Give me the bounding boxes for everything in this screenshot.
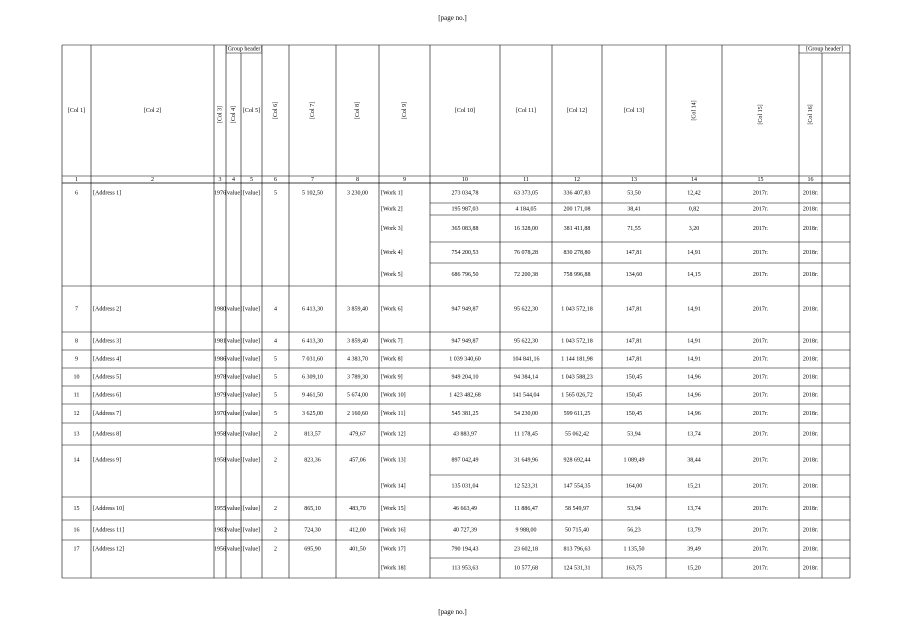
table-cell: [value] xyxy=(225,457,242,464)
table-cell: 1 043 588,23 xyxy=(561,374,593,381)
table-cell: [Address 11] xyxy=(93,527,124,534)
table-cell: 76 078,28 xyxy=(514,249,538,256)
table-cell: 14,91 xyxy=(687,249,701,256)
table-cell: 1981 xyxy=(214,338,226,345)
table-cell: 457,06 xyxy=(349,457,366,464)
table-cell: 3 859,40 xyxy=(347,306,368,313)
table-cell: 163,75 xyxy=(625,565,643,572)
table-cell: 13,79 xyxy=(687,527,701,534)
table-cell: 1958 xyxy=(214,431,226,438)
table-cell: 5 xyxy=(274,356,277,363)
table-cell: 2017г. xyxy=(752,338,769,345)
table-cell: 2018г. xyxy=(802,306,819,313)
table-cell: [value] xyxy=(243,505,260,512)
table-cell: 58 549,97 xyxy=(565,505,589,512)
column-number: 15 xyxy=(757,176,764,183)
table-cell: 7 031,60 xyxy=(302,356,323,363)
table-cell: [Address 12] xyxy=(93,546,125,553)
table-cell: 38,44 xyxy=(687,457,701,464)
table-cell: [Work 10] xyxy=(381,392,406,399)
column-number: 12 xyxy=(574,176,580,183)
table-cell: [Address 3] xyxy=(93,338,122,345)
table-cell: 2017г. xyxy=(752,249,769,256)
table-cell: 2017г. xyxy=(752,527,769,534)
table-cell: 53,50 xyxy=(627,190,641,197)
table-cell: 9 xyxy=(75,356,78,363)
table-cell: 2018г. xyxy=(802,392,819,399)
table-cell: 1978 xyxy=(214,374,226,381)
table-cell: 6 413,30 xyxy=(302,338,323,345)
table-cell: 147,81 xyxy=(625,338,643,345)
table-cell: [value] xyxy=(243,190,260,197)
table-cell: 813,57 xyxy=(304,431,321,438)
table-cell: [Address 10] xyxy=(93,505,125,512)
table-cell: 53,94 xyxy=(627,431,641,438)
table-cell: 2 160,60 xyxy=(347,410,368,417)
table-cell: [Work 8] xyxy=(381,356,403,363)
table-cell: [value] xyxy=(225,190,242,197)
table-cell: [Work 16] xyxy=(381,527,406,534)
page-number-top: [page no.] xyxy=(438,14,467,22)
table-cell: 2018г. xyxy=(802,206,819,213)
table-cell: 40 727,39 xyxy=(453,527,477,534)
table-cell: 2018г. xyxy=(802,338,819,345)
table-cell: 1979 xyxy=(214,392,226,399)
table-cell: 790 194,43 xyxy=(451,546,479,553)
table-cell: 56,23 xyxy=(627,527,641,534)
table-cell: 686 796,50 xyxy=(451,271,479,278)
table-cell: 14,96 xyxy=(687,374,701,381)
table-cell: [Work 7] xyxy=(381,338,403,345)
table-cell: [value] xyxy=(243,546,260,553)
table-cell: 2018г. xyxy=(802,431,819,438)
table-cell: 141 544,04 xyxy=(512,392,540,399)
table-cell: 947 949,87 xyxy=(451,306,479,313)
table-cell: 53,94 xyxy=(627,505,641,512)
table-cell: [value] xyxy=(225,392,242,399)
table-cell: 63 373,05 xyxy=(514,190,538,197)
table-cell: 754 200,53 xyxy=(451,249,479,256)
table-cell: 1983 xyxy=(214,527,226,534)
table-cell: 15 xyxy=(73,505,80,512)
table-cell: 2018г. xyxy=(802,527,819,534)
table-cell: 823,36 xyxy=(304,457,321,464)
table-cell: [Address 4] xyxy=(93,356,122,363)
table-cell: 5 xyxy=(274,392,277,399)
table-cell: 46 663,49 xyxy=(453,505,477,512)
table-cell: 7 xyxy=(75,306,78,313)
table-cell: [value] xyxy=(243,374,260,381)
column-number: 11 xyxy=(523,176,529,183)
table-cell: 273 034,78 xyxy=(451,190,479,197)
table-cell: 14,91 xyxy=(687,356,701,363)
table-cell: [Address 2] xyxy=(93,306,122,313)
table-cell: 2017г. xyxy=(752,565,769,572)
table-cell: 1976 xyxy=(214,190,226,197)
column-number: 8 xyxy=(356,176,359,183)
column-header: [Col 12] xyxy=(566,107,588,114)
table-cell: 147,81 xyxy=(625,249,643,256)
column-header: [Col 7] xyxy=(309,101,316,120)
table-cell: 2018г. xyxy=(802,565,819,572)
table-cell: 365 083,88 xyxy=(451,225,479,232)
table-cell: 12 523,31 xyxy=(514,483,538,490)
table-cell: 2 xyxy=(274,457,277,464)
table-cell: [value] xyxy=(243,410,260,417)
table-cell: [value] xyxy=(225,338,242,345)
table-cell: [Work 15] xyxy=(381,505,406,512)
table-cell: 897 042,49 xyxy=(451,457,479,464)
table-cell: 9 988,00 xyxy=(515,527,537,534)
table-cell: [value] xyxy=(243,338,260,345)
table-cell: 3 789,30 xyxy=(347,374,368,381)
table-cell: 14,96 xyxy=(687,410,701,417)
table-cell: 135 031,04 xyxy=(451,483,479,490)
table-cell: 6 413,30 xyxy=(302,306,323,313)
table-cell: 2018г. xyxy=(802,190,819,197)
table-cell: 2017г. xyxy=(752,410,769,417)
table-cell: 3 859,40 xyxy=(347,338,368,345)
table-cell: [value] xyxy=(225,431,242,438)
table-cell: 0,82 xyxy=(688,206,700,213)
table-cell: 12 xyxy=(73,410,80,417)
table-cell: 50 715,40 xyxy=(565,527,589,534)
table-cell: 5 xyxy=(274,190,277,197)
column-number: 4 xyxy=(232,176,235,183)
table-cell: 54 230,00 xyxy=(514,410,538,417)
column-header: [Col 3] xyxy=(217,105,224,124)
table-cell: [Work 6] xyxy=(381,306,403,313)
table-cell: 94 384,14 xyxy=(514,374,538,381)
table-cell: 724,30 xyxy=(304,527,321,534)
table-cell: 10 xyxy=(73,374,80,381)
table-cell: 38,41 xyxy=(627,206,641,213)
table-cell: 2018г. xyxy=(802,410,819,417)
table-cell: 928 692,44 xyxy=(563,457,591,464)
table-cell: 13 xyxy=(73,431,80,438)
table-cell: [Address 7] xyxy=(93,410,122,417)
table-cell: [value] xyxy=(243,457,260,464)
table-cell: 147,81 xyxy=(625,306,643,313)
table-cell: 23 602,18 xyxy=(514,546,538,553)
table-cell: 2 xyxy=(274,527,277,534)
table-cell: [Work 1] xyxy=(381,190,403,197)
table-cell: 6 xyxy=(75,190,78,197)
table-cell: 3 230,00 xyxy=(347,190,368,197)
column-header: [Col 6] xyxy=(272,101,279,120)
table-cell: 2018г. xyxy=(802,457,819,464)
table-cell: [value] xyxy=(243,431,260,438)
table-cell: 2017г. xyxy=(752,306,769,313)
table-cell: 2017г. xyxy=(752,206,769,213)
table-cell: 1 135,50 xyxy=(623,546,645,553)
table-cell: 134,60 xyxy=(625,271,643,278)
table-cell: 1 423 482,68 xyxy=(449,392,481,399)
table-cell: [Work 18] xyxy=(381,565,406,572)
table-cell: 2017г. xyxy=(752,190,769,197)
column-number: 14 xyxy=(691,176,697,183)
table-cell: [value] xyxy=(225,306,242,313)
table-cell: 9 461,50 xyxy=(302,392,323,399)
table-cell: [Work 2] xyxy=(381,206,403,213)
table-cell: 2017г. xyxy=(752,225,769,232)
table-cell: 200 171,08 xyxy=(563,206,591,213)
table-cell: 12,42 xyxy=(687,190,701,197)
table-cell: [value] xyxy=(243,306,260,313)
table-cell: 2017г. xyxy=(752,374,769,381)
table-cell: 336 407,83 xyxy=(563,190,591,197)
table-cell: 13,74 xyxy=(687,431,701,438)
column-header: [Col 14] xyxy=(691,100,698,121)
table-cell: 72 200,38 xyxy=(514,271,538,278)
table-cell: 1 043 572,18 xyxy=(561,306,593,313)
table-cell: 195 987,03 xyxy=(451,206,479,213)
table-cell: 2018г. xyxy=(802,271,819,278)
column-header: [Col 15] xyxy=(757,104,764,125)
table-cell: 2018г. xyxy=(802,505,819,512)
table-cell: 949 204,10 xyxy=(451,374,479,381)
table-cell: 2017г. xyxy=(752,457,769,464)
table-cell: 1 043 572,18 xyxy=(561,338,593,345)
group-header-label: [Group header] xyxy=(806,46,843,53)
column-header: [Col 5] xyxy=(242,107,261,114)
column-number: 10 xyxy=(462,176,468,183)
table-cell: [Address 9] xyxy=(93,457,122,464)
table-cell: [Address 1] xyxy=(93,190,122,197)
table-cell: 1955 xyxy=(214,505,226,512)
table-cell: 14,91 xyxy=(687,338,701,345)
table-cell: 8 xyxy=(75,338,78,345)
table-cell: [Work 5] xyxy=(381,271,403,278)
table-cell: 43 883,97 xyxy=(453,431,477,438)
table-cell: 2017г. xyxy=(752,271,769,278)
table-cell: [Work 14] xyxy=(381,483,406,490)
table-cell: 483,70 xyxy=(349,505,366,512)
column-number: 5 xyxy=(250,176,253,183)
column-header: [Col 11] xyxy=(516,107,536,114)
table-cell: 1 039 340,60 xyxy=(449,356,481,363)
table-cell: [value] xyxy=(243,392,260,399)
table-cell: [Work 3] xyxy=(381,225,403,232)
table-cell: 14,15 xyxy=(687,271,701,278)
table-cell: 11 178,45 xyxy=(514,431,538,438)
table-cell: 1 565 026,72 xyxy=(561,392,593,399)
table-cell: [value] xyxy=(225,527,242,534)
table-cell: [value] xyxy=(243,527,260,534)
table-cell: 11 xyxy=(73,392,80,399)
table-cell: 1970 xyxy=(214,410,226,417)
table-cell: 479,67 xyxy=(349,431,366,438)
column-header: [Col 4] xyxy=(230,105,237,124)
column-number: 9 xyxy=(403,176,406,183)
table-cell: [value] xyxy=(225,546,242,553)
table-cell: 16 xyxy=(73,527,80,534)
table-cell: 599 611,25 xyxy=(563,410,591,417)
column-header: [Col 2] xyxy=(143,107,162,114)
column-header: [Col 10] xyxy=(454,107,476,114)
table-cell: 147,81 xyxy=(625,356,643,363)
table-cell: 1986 xyxy=(214,356,226,363)
table-cell: 695,90 xyxy=(304,546,321,553)
table-cell: 2017г. xyxy=(752,431,769,438)
table-cell: [Address 8] xyxy=(93,431,122,438)
table-cell: 401,50 xyxy=(349,546,366,553)
table-cell: 31 649,96 xyxy=(514,457,538,464)
column-header: [Col 9] xyxy=(401,101,408,120)
table-cell: 1 089,49 xyxy=(623,457,645,464)
table-cell: 2 xyxy=(274,431,277,438)
table-cell: 758 996,88 xyxy=(563,271,591,278)
column-number: 16 xyxy=(807,176,814,183)
table-cell: 865,10 xyxy=(304,505,321,512)
table-cell: 39,49 xyxy=(687,546,701,553)
table-cell: 2018г. xyxy=(802,356,819,363)
table-cell: 164,00 xyxy=(625,483,643,490)
table-cell: 14,91 xyxy=(687,306,701,313)
table-cell: 2018г. xyxy=(802,546,819,553)
table-cell: 830 278,80 xyxy=(563,249,591,256)
table-cell: 412,00 xyxy=(349,527,366,534)
table-cell: 1956 xyxy=(214,546,226,553)
table-cell: 16 328,00 xyxy=(514,225,538,232)
table-cell: 14,96 xyxy=(687,392,701,399)
table-cell: 6 309,10 xyxy=(302,374,323,381)
column-number: 6 xyxy=(274,176,277,183)
table-cell: 150,45 xyxy=(625,392,643,399)
table-cell: 813 796,63 xyxy=(563,546,591,553)
column-number: 3 xyxy=(218,176,222,183)
table-cell: 17 xyxy=(73,546,80,553)
table-cell: 2017г. xyxy=(752,392,769,399)
group-header-label: [Group header] xyxy=(225,46,263,53)
table-cell: 381 411,88 xyxy=(563,225,591,232)
table-cell: 2017г. xyxy=(752,505,769,512)
column-header: [Col 16] xyxy=(807,104,814,125)
table-cell: 147 554,35 xyxy=(563,483,591,490)
table-cell: [Work 13] xyxy=(381,457,406,464)
table-cell: 104 841,16 xyxy=(512,356,540,363)
column-number: 13 xyxy=(631,176,637,183)
column-number: 2 xyxy=(151,176,154,183)
table-cell: 2018г. xyxy=(802,249,819,256)
table-cell: 2017г. xyxy=(752,483,769,490)
table-cell: 947 949,87 xyxy=(451,338,479,345)
table-cell: [Work 17] xyxy=(381,546,406,553)
table-cell: 5 xyxy=(274,374,277,381)
table-cell: 2018г. xyxy=(802,374,819,381)
table-cell: 4 xyxy=(274,338,277,345)
table-cell: 2 xyxy=(274,546,277,553)
table-cell: [value] xyxy=(225,374,242,381)
table-cell: 10 577,68 xyxy=(514,565,538,572)
table-cell: 150,45 xyxy=(625,410,643,417)
table-cell: 95 622,30 xyxy=(514,338,538,345)
table-cell: 2017г. xyxy=(752,356,769,363)
table-cell: 13,74 xyxy=(687,505,701,512)
table-cell: 15,20 xyxy=(687,565,701,572)
table-cell: [value] xyxy=(225,410,242,417)
table-cell: 95 622,30 xyxy=(514,306,538,313)
table-cell: [value] xyxy=(225,505,242,512)
table-cell: 4 xyxy=(274,306,277,313)
column-number: 7 xyxy=(311,176,314,183)
table-cell: 124 531,31 xyxy=(563,565,591,572)
table-cell: [Work 12] xyxy=(381,431,406,438)
table-cell: 113 953,63 xyxy=(451,565,479,572)
table-cell: 3 625,00 xyxy=(302,410,323,417)
table-cell: 2 xyxy=(274,505,277,512)
table-cell: 14 xyxy=(73,457,80,464)
table-cell: 545 381,25 xyxy=(451,410,479,417)
table-cell: [Work 9] xyxy=(381,374,403,381)
table-cell: [value] xyxy=(225,356,242,363)
table-cell: 2017г. xyxy=(752,546,769,553)
table-cell: 3,20 xyxy=(688,225,700,232)
table-cell: [Work 4] xyxy=(381,249,403,256)
table-cell: [value] xyxy=(243,356,260,363)
column-header: [Col 13] xyxy=(623,107,645,114)
table-cell: [Address 5] xyxy=(93,374,122,381)
table-cell: [Address 6] xyxy=(93,392,122,399)
table-cell: 11 886,47 xyxy=(514,505,538,512)
table-cell: 1980 xyxy=(214,306,226,313)
table-cell: 1 144 181,98 xyxy=(561,356,593,363)
table-cell: 71,55 xyxy=(627,225,641,232)
page-number-bottom: [page no.] xyxy=(438,608,467,616)
table-cell: 5 xyxy=(274,410,277,417)
table-cell: 150,45 xyxy=(625,374,643,381)
table-cell: 5 102,50 xyxy=(302,190,323,197)
table-cell: [Work 11] xyxy=(381,410,406,417)
table-cell: 4 184,05 xyxy=(515,206,537,213)
table-cell: 2018г. xyxy=(802,225,819,232)
column-number: 1 xyxy=(75,176,78,183)
column-header: [Col 1] xyxy=(67,107,86,114)
table-cell: 2018г. xyxy=(802,483,819,490)
table-cell: 15,21 xyxy=(687,483,701,490)
table-cell: 55 062,42 xyxy=(565,431,589,438)
table-cell: 5 674,00 xyxy=(347,392,368,399)
column-header: [Col 8] xyxy=(354,101,361,120)
table-cell: 1958 xyxy=(214,457,226,464)
table-cell: 4 383,70 xyxy=(347,356,368,363)
